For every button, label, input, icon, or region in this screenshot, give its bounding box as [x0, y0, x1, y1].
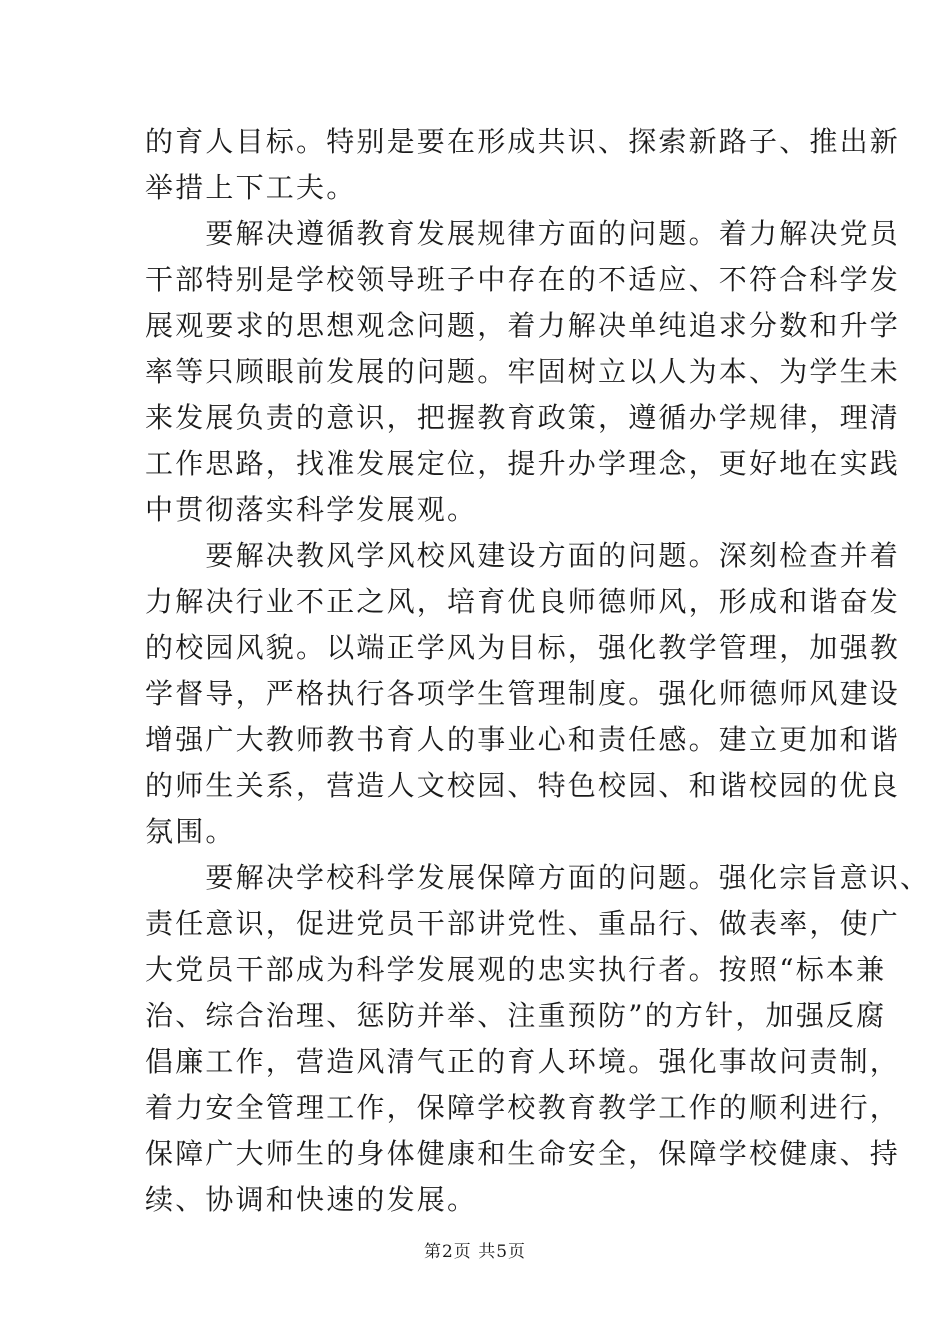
- text-line: 率等只顾眼前发展的问题。牢固树立以人为本、为学生未: [145, 355, 901, 388]
- text-line: 氛围。: [145, 815, 236, 848]
- text-line: 举措上下工夫。: [145, 171, 357, 204]
- text-line: 干部特别是学校领导班子中存在的不适应、不符合科学发: [145, 263, 901, 296]
- text-line: 续、协调和快速的发展。: [145, 1183, 478, 1216]
- text-line: 要解决学校科学发展保障方面的问题。强化宗旨意识、: [145, 861, 931, 894]
- text-line: 要解决教风学风校风建设方面的问题。深刻检查并着: [145, 539, 901, 572]
- text-line: 工作思路，找准发展定位，提升办学理念，更好地在实践: [145, 447, 901, 480]
- text-line: 治、综合治理、惩防并举、注重预防”的方针，加强反腐: [145, 999, 887, 1032]
- text-line: 的育人目标。特别是要在形成共识、探索新路子、推出新: [145, 125, 901, 158]
- text-line: 中贯彻落实科学发展观。: [145, 493, 478, 526]
- page-number-footer: 第2页 共5页: [423, 1242, 527, 1262]
- text-line: 来发展负责的意识，把握教育政策，遵循办学规律，理清: [145, 401, 901, 434]
- text-line: 着力安全管理工作，保障学校教育教学工作的顺利进行，: [145, 1091, 901, 1124]
- text-line: 的校园风貌。以端正学风为目标，强化教学管理，加强教: [145, 631, 901, 664]
- text-line: 要解决遵循教育发展规律方面的问题。着力解决党员: [145, 217, 901, 250]
- text-line: 增强广大教师教书育人的事业心和责任感。建立更加和谐: [145, 723, 901, 756]
- text-line: 责任意识，促进党员干部讲党性、重品行、做表率，使广: [145, 907, 901, 940]
- text-line: 保障广大师生的身体健康和生命安全，保障学校健康、持: [145, 1137, 901, 1170]
- text-line: 力解决行业不正之风，培育优良师德师风，形成和谐奋发: [145, 585, 901, 618]
- text-line: 的师生关系，营造人文校园、特色校园、和谐校园的优良: [145, 769, 901, 802]
- text-line: 展观要求的思想观念问题，着力解决单纯追求分数和升学: [145, 309, 901, 342]
- text-line: 学督导，严格执行各项学生管理制度。强化师德师风建设: [145, 677, 901, 710]
- text-line: 倡廉工作，营造风清气正的育人环境。强化事故问责制，: [145, 1045, 901, 1078]
- text-line: 大党员干部成为科学发展观的忠实执行者。按照“标本兼: [145, 953, 887, 986]
